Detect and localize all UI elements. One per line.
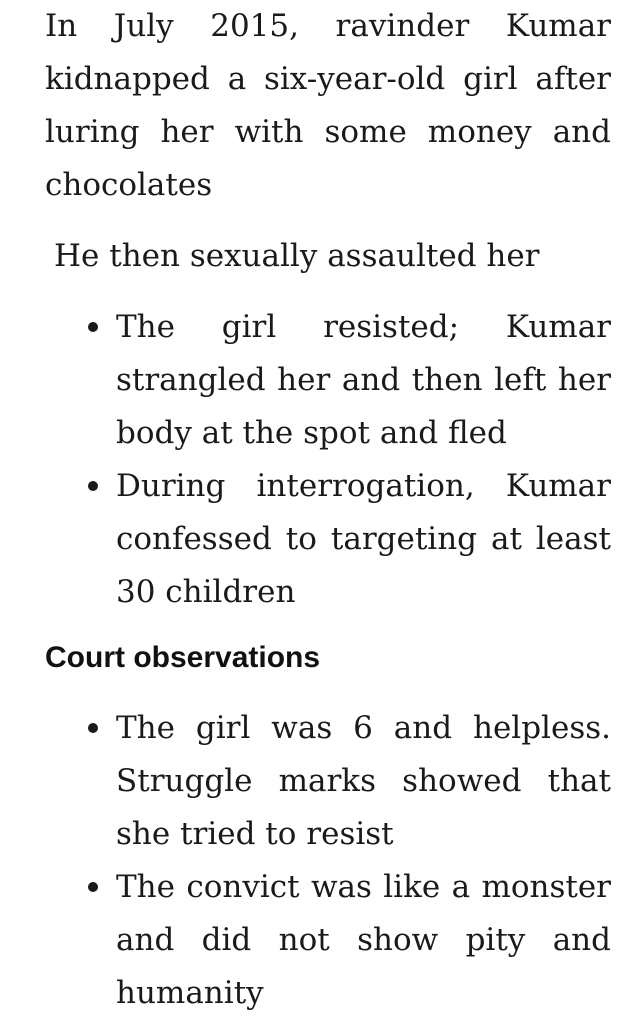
list-item-text: During interrogation, Kumar confessed to targeting at least 30 children bbox=[116, 468, 611, 610]
section-heading: Court observations bbox=[45, 641, 321, 674]
assault-paragraph: He then sexually assaulted her bbox=[54, 238, 540, 274]
observations-list bbox=[45, 702, 611, 1020]
list-item bbox=[116, 301, 611, 460]
list-item-text: The convict was like a monster and did not show pity and humanity bbox=[116, 869, 611, 1011]
list-item bbox=[116, 460, 611, 619]
list-item bbox=[116, 702, 611, 861]
bullet-icon bbox=[88, 882, 98, 892]
bullet-icon bbox=[88, 481, 98, 491]
incident-list bbox=[45, 301, 611, 619]
list-item-text: The girl resisted; Kumar strangled her and then left her body at the spot and fled bbox=[116, 309, 611, 451]
list-item-text: The girl was 6 and helpless. Struggle marks showed that she tried to resist bbox=[116, 710, 611, 852]
bullet-icon bbox=[88, 723, 98, 733]
intro-paragraph: In July 2015, ravinder Kumar kidnapped a six-year-old girl after luring her with some money and chocolates bbox=[45, 8, 611, 203]
list-item bbox=[116, 861, 611, 1020]
article-body bbox=[45, 0, 611, 1020]
bullet-icon bbox=[88, 322, 98, 332]
